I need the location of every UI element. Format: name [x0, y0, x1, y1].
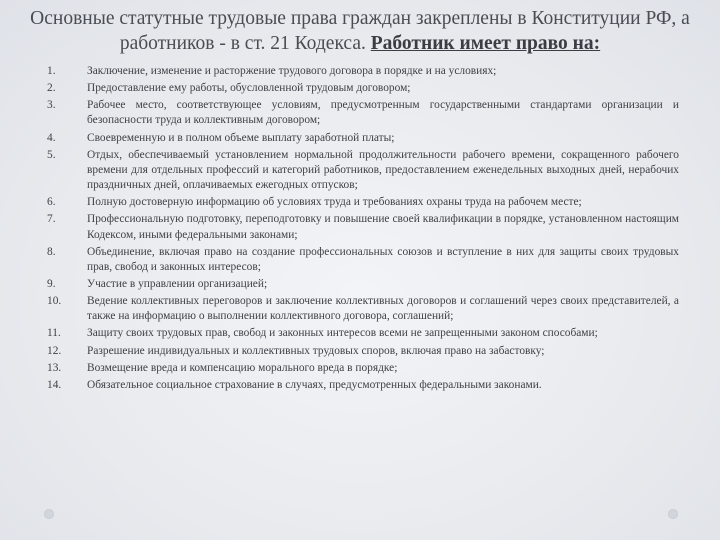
- list-item: [47, 148, 679, 193]
- list-item: [47, 378, 679, 393]
- list-item: [47, 81, 679, 96]
- list-item: [47, 344, 679, 359]
- item-text: Ведение коллективных переговоров и заключение коллективных договоров и соглашений через своих представителей, а также на информацию о выполнении коллективного договора, соглашений;: [87, 295, 679, 323]
- item-text: Обязательное социальное страхование в случаях, предусмотренных федеральными законами.: [87, 379, 542, 391]
- item-text: Предоставление ему работы, обусловленной трудовым договором;: [87, 82, 411, 95]
- item-number: 9.: [47, 277, 56, 290]
- list-item: [47, 131, 679, 146]
- decorative-dot-left: [44, 509, 54, 519]
- list-item: [47, 64, 679, 79]
- item-text: Возмещение вреда и компенсацию морального вреда в порядке;: [87, 361, 398, 374]
- item-text: Разрешение индивидуальных и коллективных трудовых споров, включая право на забастовку;: [87, 344, 545, 357]
- decorative-dot-right: [668, 509, 678, 519]
- item-number: 10.: [47, 295, 62, 308]
- item-number: 11.: [47, 327, 61, 340]
- item-number: 5.: [47, 148, 56, 161]
- item-number: 6.: [47, 196, 56, 209]
- list-item: [47, 361, 679, 376]
- item-number: 12.: [47, 344, 62, 357]
- item-text: Рабочее место, соответствующее условиям, предусмотренным государственными стандартами организации и безопасности труда и коллективным договором;: [87, 99, 679, 127]
- item-text: Своевременную и в полном объеме выплату заработной платы;: [87, 131, 395, 144]
- list-item: [47, 326, 679, 341]
- title-main: Основные статутные трудовые права граждан закреплены в Конституции РФ, а работников - в ст. 21 Кодекса.: [30, 8, 690, 54]
- item-number: 8.: [47, 245, 56, 258]
- item-number: 2.: [47, 82, 56, 95]
- item-text: Отдых, обеспечиваемый установлением нормальной продолжительности рабочего времени, сокращенного рабочего времени для отдельных профессий и категорий работников, предоставлением еженедельных выходных дней, нерабочих праздничных дней, оплачиваемых ежегодных отпусков;: [87, 148, 679, 192]
- item-text: Профессиональную подготовку, переподготовку и повышение своей квалификации в порядке, установленном настоящим Кодексом, иными федеральными законами;: [87, 213, 679, 241]
- item-number: 1.: [47, 65, 56, 77]
- item-text: Полную достоверную информацию об условиях труда и требованиях охраны труда на рабочем месте;: [87, 196, 582, 209]
- item-number: 14.: [47, 379, 62, 391]
- list-item: [47, 294, 679, 324]
- title-emphasis: Работник имеет право на:: [370, 33, 601, 54]
- list-item: [47, 245, 679, 275]
- list-item: [47, 98, 679, 128]
- item-text: Заключение, изменение и расторжение трудового договора в порядке и на условиях;: [87, 65, 497, 77]
- item-number: 3.: [47, 99, 56, 112]
- item-number: 7.: [47, 213, 56, 226]
- item-number: 4.: [47, 131, 56, 144]
- list-item: [47, 277, 679, 292]
- list-item: [47, 212, 679, 242]
- list-item: [47, 195, 679, 210]
- item-text: Защиту своих трудовых прав, свобод и законных интересов всеми не запрещенными законом способами;: [87, 327, 598, 340]
- item-number: 13.: [47, 361, 62, 374]
- item-text: Участие в управлении организацией;: [87, 277, 268, 290]
- slide-title: [30, 6, 690, 56]
- item-text: Объединение, включая право на создание профессиональных союзов и вступление в них для защиты своих трудовых прав, свобод и законных интересов;: [87, 245, 679, 273]
- rights-list: [47, 64, 679, 395]
